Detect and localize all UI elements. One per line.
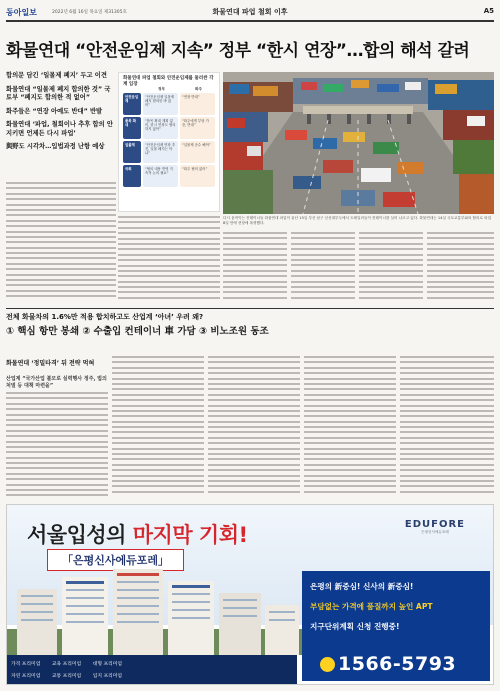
ad-headline-highlight: 마지막 기회! xyxy=(132,523,248,547)
cargo-cell: “화주 협의 없어” xyxy=(180,165,215,187)
dateline: 2022년 6월 16일 목요일 제31305호 xyxy=(52,10,127,15)
row-label: 안전운임제 xyxy=(123,93,141,115)
gov-cell: “품목 확대 계획 없어, 한시 연장도 협의하지 않아” xyxy=(143,117,178,139)
info-row xyxy=(123,117,217,139)
ad-info-item: 입지 프리미엄 xyxy=(92,674,123,679)
ad-info-row-1 xyxy=(11,660,132,667)
ad-info-item: 가격 프리미엄 xyxy=(11,662,41,667)
article2-body-col4 xyxy=(304,356,396,500)
article-body-col2 xyxy=(118,216,220,302)
infographic-box xyxy=(118,72,220,212)
subhead: 화주들은 “연장 아예도 반대” 반발 xyxy=(6,107,103,115)
ad-brand: EDUFORE xyxy=(404,519,465,530)
ad-promo-line-1: 은평의 新중심! 신사의 新중심! xyxy=(310,582,414,591)
article2-body-col1 xyxy=(6,392,108,500)
ad-brand-sub: 은평신사에듀포레 xyxy=(421,530,449,534)
section-title: 화물연대 파업 철회 이후 xyxy=(212,8,288,16)
infographic-table xyxy=(123,93,217,189)
article2-subhead-secondary: 산업계 “국가산업 볼모로 실력행사 정주, 법의 처벌 등 대책 마련을” xyxy=(6,376,107,389)
page-number: A5 xyxy=(483,7,494,15)
ad-headline-prefix: 서울입성의 xyxy=(27,523,133,547)
ad-promo-panel xyxy=(302,571,490,681)
port-illustration xyxy=(223,72,494,214)
subhead: 화물연대 ‘파업, 철회이나 추후 합의 안 지키면 언제든 다시 파업’ xyxy=(6,121,113,137)
subhead-list xyxy=(6,72,116,157)
phone-icon xyxy=(320,657,335,672)
row-label: 국회 xyxy=(123,165,141,187)
ad-project-name: 「은평신사에듀포레」 xyxy=(47,549,184,571)
subhead: 화물연대 “일몰제 폐지 합의한 것” 국토부 “폐지도 합의한 적 없어” xyxy=(6,85,111,101)
ad-phone-text: 1566-5793 xyxy=(338,653,457,675)
gov-cell: “협의 내용 반영 지속적 논의 필요” xyxy=(143,165,178,187)
infographic-title: 화물연대 파업 철회와 안전운임제를 둘러싼 각계 입장 xyxy=(123,76,214,87)
gov-cell: “안전운임제 일몰제 폐지 합의한 바 없어” xyxy=(143,93,178,115)
apartment-advertisement[interactable] xyxy=(6,504,494,685)
row-label: 품목 확대 xyxy=(123,117,141,139)
cargo-cell: “연장 반대” xyxy=(180,93,215,115)
subhead: 합의문 담긴 ‘일몰제 폐지’ 두고 이견 xyxy=(6,72,107,79)
article-body-col4 xyxy=(291,232,355,302)
apartment-buildings-illustration xyxy=(7,569,302,655)
cargo-cell: “일몰제 준수 해야” xyxy=(180,141,215,163)
ad-promo-line-3: 지구단위계획 신청 진행중! xyxy=(310,622,400,631)
ad-info-item: 대형 프리미엄 xyxy=(92,662,123,667)
article2-body-col5 xyxy=(400,356,494,500)
column-header-gov: 정부 xyxy=(158,87,165,91)
info-row xyxy=(123,93,217,115)
ad-info-item: 자연 프리미엄 xyxy=(11,674,41,679)
article-body-col3 xyxy=(223,232,287,302)
ad-info-item: 교육 프리미엄 xyxy=(51,662,82,667)
article-body-col1 xyxy=(6,182,116,302)
article2-body-col3 xyxy=(208,356,300,500)
photo-caption: 다시 움직이는 컨테이너들 화물연대 파업이 끝난 15일 부산 남구 신선대부두에서 트레일러들이 컨테이너를 실어 나르고 있다. 화물연대는 14일 국토교통부와의 합의로 파업 8일 만에 현장에 복귀했다. xyxy=(223,216,492,225)
cargo-cell: “화주에게 부담 가중, 반대” xyxy=(180,117,215,139)
article-body-col6 xyxy=(427,232,494,302)
info-row xyxy=(123,141,217,163)
article2-subhead: 화물연대 ‘정밀타격’ 뒤 전략 먹혀 xyxy=(6,360,95,367)
newspaper-logo: 동아일보 xyxy=(6,8,37,17)
ad-info-strip xyxy=(7,655,297,685)
column-header-cargo: 화주 xyxy=(195,87,202,91)
main-headline: 화물연대 “안전운임제 지속” 정부 “한시 연장”…합의 해석 갈려 xyxy=(6,41,470,61)
row-label: 일몰제 xyxy=(123,141,141,163)
article-body-col5 xyxy=(359,232,423,302)
ad-phone-number[interactable] xyxy=(320,653,456,675)
masthead xyxy=(6,6,494,22)
subhead: 與野도 시각차…입법과정 난항 예상 xyxy=(6,143,105,150)
ad-brand-logo xyxy=(405,519,465,535)
article2-body-col2 xyxy=(112,356,204,500)
article2-headline: ① 핵심 항만 봉쇄 ② 수출입 컨테이너 車 가담 ③ 비노조원 동조 xyxy=(6,326,269,337)
ad-info-item: 교통 프리미엄 xyxy=(51,674,82,679)
ad-info-row-2 xyxy=(11,672,132,679)
info-row xyxy=(123,165,217,187)
article2-kicker: 전체 화물차의 1.6%만 적용 합치하고도 산업계 ‘아녀’ 우려 왜? xyxy=(6,313,204,321)
ad-promo-line-2: 부담없는 가격에 품질까지 높인 APT xyxy=(310,602,433,611)
gov-cell: “안전운임제 연장 추진, 일몰 폐지는 아냐” xyxy=(143,141,178,163)
ad-headline xyxy=(27,519,248,549)
article-divider xyxy=(6,308,494,309)
container-port-photo xyxy=(223,72,494,214)
